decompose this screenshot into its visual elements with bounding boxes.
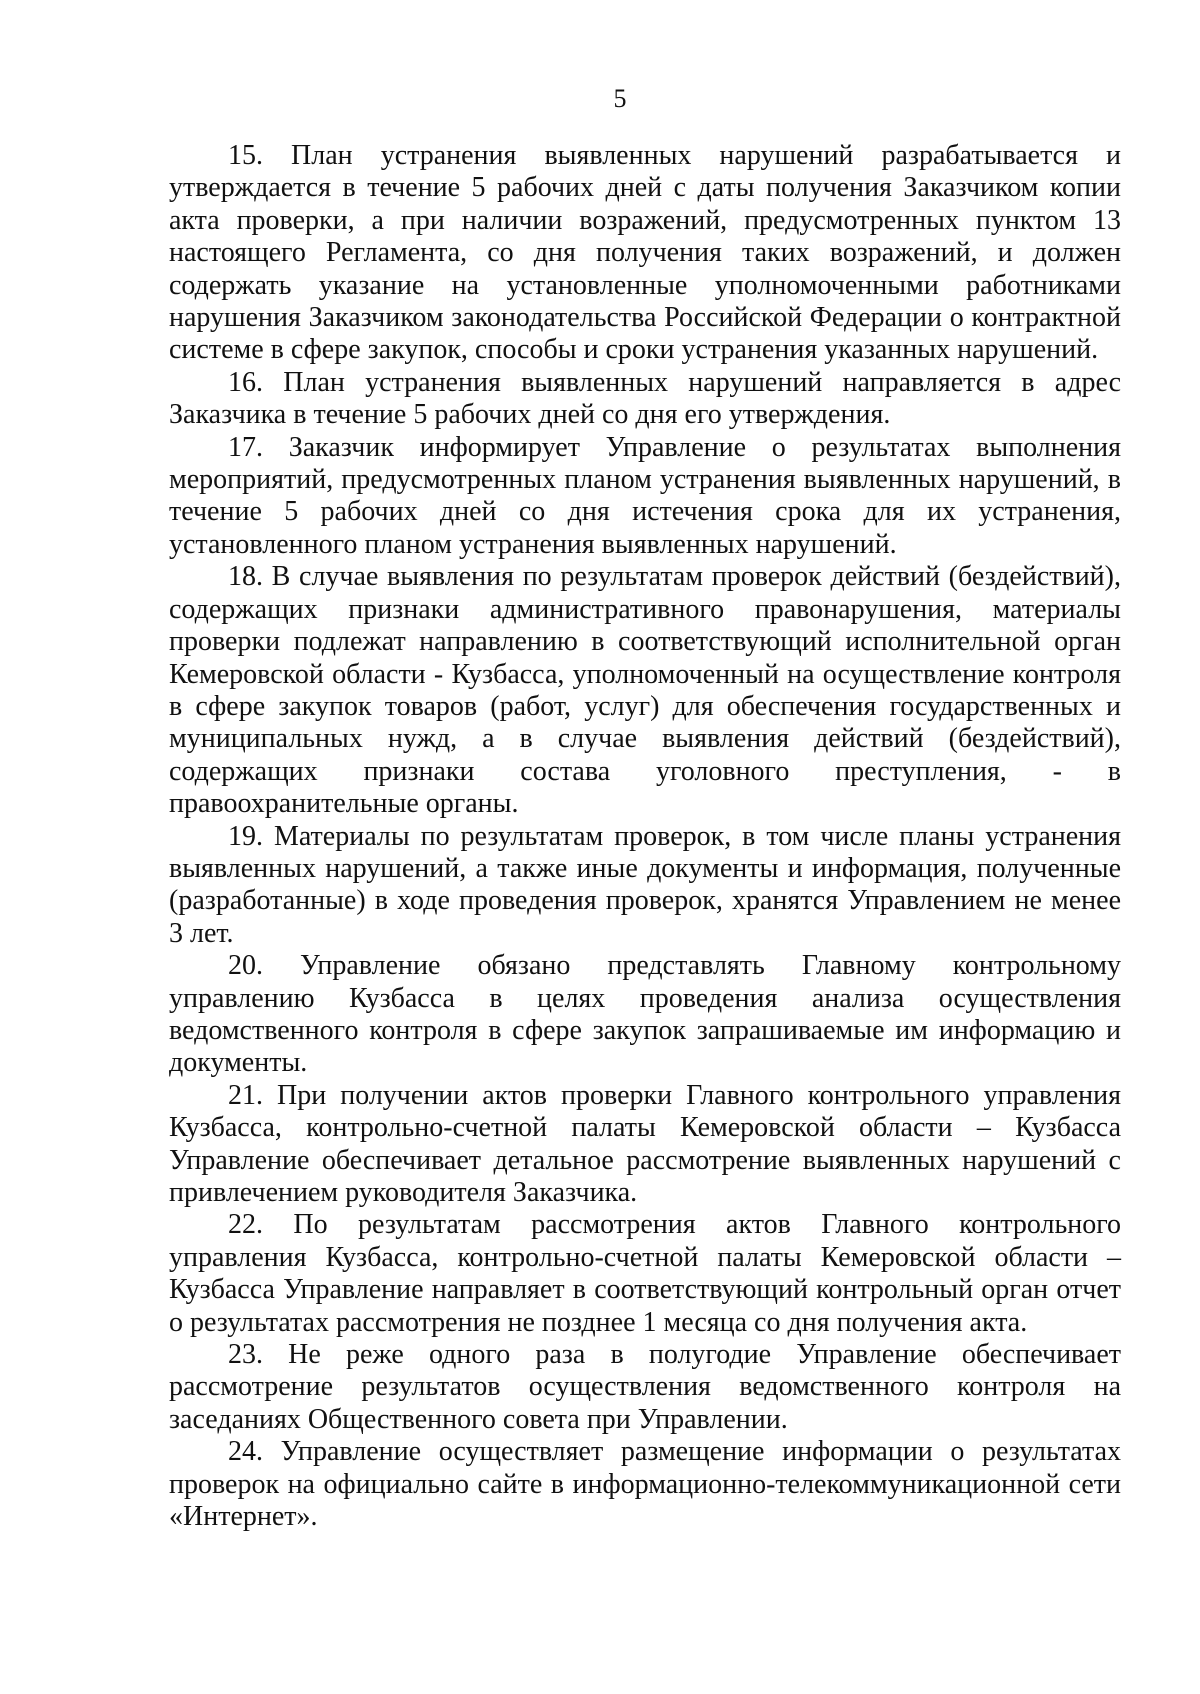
paragraph-21: 21. При получении актов проверки Главного контрольного управления Кузбасса, контрольно-счетной палаты Кемеровской области – Кузбасса Управление обеспечивает детальное рассмотрение выявленных нарушений с привлечением руководителя Заказчика. bbox=[169, 1079, 1121, 1208]
page-number: 5 bbox=[613, 84, 627, 113]
paragraph-24: 24. Управление осуществляет размещение информации о результатах проверок на официально сайте в информационно-телекоммуникационной сети «Интернет». bbox=[169, 1436, 1121, 1533]
paragraph-23: 23. Не реже одного раза в полугодие Управление обеспечивает рассмотрение результатов осуществления ведомственного контроля на заседаниях Общественного совета при Управлении. bbox=[169, 1339, 1121, 1435]
paragraph-18: 18. В случае выявления по результатам проверок действий (бездействий), содержащих признаки административного правонарушения, материалы проверки подлежат направлению в соответствующий исполнительной орган Кемеровской области - Кузбасса, уполномоченный на осуществление контроля в сфере закупок товаров (работ, услуг) для обеспечения государственных и муниципальных нужд, а в случае выявления действий (бездействий), содержащих признаки состава уголовного преступления, - в правоохранительные органы. bbox=[169, 561, 1121, 820]
paragraph-16: 16. План устранения выявленных нарушений направляется в адрес Заказчика в течение 5 рабочих дней со дня его утверждения. bbox=[169, 366, 1121, 431]
paragraph-22: 22. По результатам рассмотрения актов Главного контрольного управления Кузбасса, контрольно-счетной палаты Кемеровской области – Кузбасса Управление направляет в соответствующий контрольный орган отчет о результатах рассмотрения не позднее 1 месяца со дня получения акта. bbox=[169, 1209, 1121, 1338]
paragraph-17: 17. Заказчик информирует Управление о результатах выполнения мероприятий, предусмотренных планом устранения выявленных нарушений, в течение 5 рабочих дней со дня истечения срока для их устранения, установленного планом устранения выявленных нарушений. bbox=[169, 431, 1121, 560]
paragraph-20: 20. Управление обязано представлять Главному контрольному управлению Кузбасса в целях проведения анализа осуществления ведомственного контроля в сфере закупок запрашиваемые им информацию и документы. bbox=[169, 950, 1121, 1079]
paragraph-15: 15. План устранения выявленных нарушений разрабатывается и утверждается в течение 5 рабочих дней с даты получения Заказчиком копии акта проверки, а при наличии возражений, предусмотренных пунктом 13 настоящего Регламента, со дня получения таких возражений, и должен содержать указание на установленные уполномоченными работниками нарушения Заказчиком законодательства Российской Федерации о контрактной системе в сфере закупок, способы и сроки устранения указанных нарушений. bbox=[169, 140, 1121, 366]
document-body bbox=[169, 140, 1121, 1533]
paragraph-19: 19. Материалы по результатам проверок, в том числе планы устранения выявленных нарушений, а также иные документы и информация, полученные (разработанные) в ходе проведения проверок, хранятся Управлением не менее 3 лет. bbox=[169, 820, 1121, 949]
